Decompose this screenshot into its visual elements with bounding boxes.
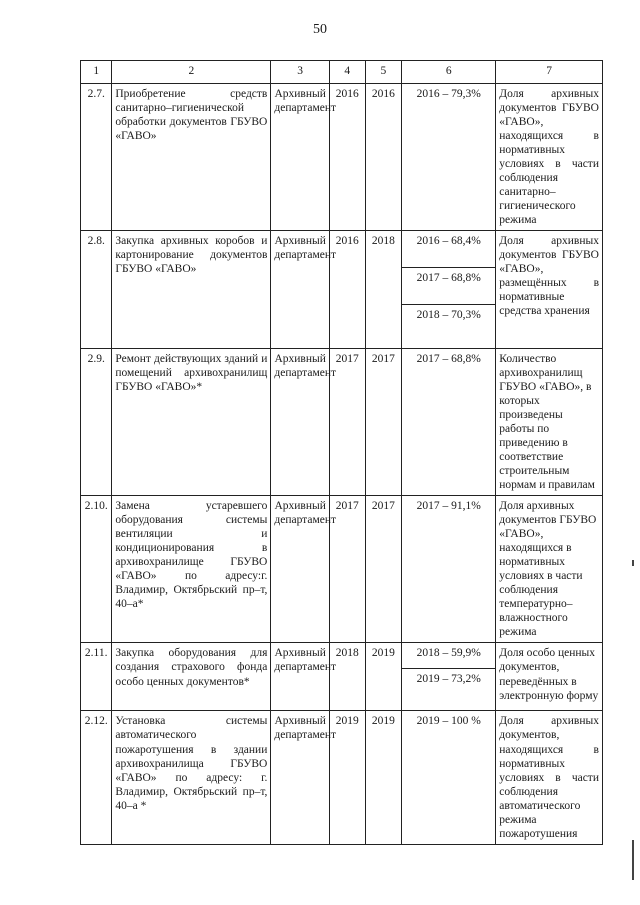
end-year: 2017 [365,496,402,643]
row-number: 2.10. [81,496,112,643]
row-number: 2.7. [81,84,112,231]
header-row [81,61,603,84]
indicator: Доля архивных документов, находящихся в нормативных условиях в части соблюдения автоматического режима пожаротушения [496,711,603,844]
row-number: 2.11. [81,643,112,711]
start-year: 2016 [329,231,365,349]
header-cell: 5 [365,61,402,84]
target-value: 2017 – 68,8% [402,349,496,496]
table-row [81,496,603,643]
row-number: 2.12. [81,711,112,844]
table-row [81,711,603,844]
target-value: 2016 – 79,3% [402,84,496,231]
activity-name: Закупка оборудования для создания страхового фонда особо ценных документов* [112,643,271,711]
activity-name: Приобретение средств санитарно–гигиенической обработки документов ГБУВО «ГАВО» [112,84,271,231]
header-cell: 3 [271,61,330,84]
executor: Архивный департамент [271,711,330,844]
activity-name: Закупка архивных коробов и картонирование документов ГБУВО «ГАВО» [112,231,271,349]
activity-name: Установка системы автоматического пожаротушения в здании архивохранилища ГБУВО «ГАВО» по адресу: г. Владимир, Октябрьский пр–т, 40–а * [112,711,271,844]
indicator: Доля особо ценных документов, переведённых в электронную форму [496,643,603,711]
indicator: Доля архивных документов ГБУВО «ГАВО», находящихся в нормативных условиях в части соблюдения санитарно–гигиенического режима [496,84,603,231]
page-number: 50 [313,22,327,37]
header-cell: 7 [496,61,603,84]
table-row [81,349,603,496]
indicator: Доля архивных документов ГБУВО «ГАВО», находящихся в нормативных условиях в части соблюдения температурно–влажностного режима [496,496,603,643]
start-year: 2019 [329,711,365,844]
activity-name: Замена устаревшего оборудования системы вентиляции и кондиционирования в архивохранилище ГБУВО «ГАВО» по адресу:г. Владимир, Октябрьский пр–т, 40–а* [112,496,271,643]
row-number: 2.8. [81,231,112,349]
header-cell: 2 [112,61,271,84]
row-number: 2.9. [81,349,112,496]
indicator: Доля архивных документов ГБУВО «ГАВО», размещённых в нормативные средства хранения [496,231,603,349]
program-table [80,60,603,845]
table-row [81,643,603,669]
target-value: 2019 – 73,2% [402,669,496,711]
end-year: 2019 [365,711,402,844]
scan-mark [632,840,634,880]
executor: Архивный департамент [271,643,330,711]
header-cell: 6 [402,61,496,84]
target-value: 2016 – 68,4% [402,231,496,268]
target-value: 2019 – 100 % [402,711,496,844]
start-year: 2017 [329,496,365,643]
activity-name: Ремонт действующих зданий и помещений архивохранилищ ГБУВО «ГАВО»* [112,349,271,496]
target-value: 2017 – 91,1% [402,496,496,643]
target-value: 2017 – 68,8% [402,268,496,305]
header-cell: 1 [81,61,112,84]
start-year: 2017 [329,349,365,496]
executor: Архивный департамент [271,349,330,496]
start-year: 2018 [329,643,365,711]
table-row [81,84,603,231]
target-value: 2018 – 59,9% [402,643,496,669]
start-year: 2016 [329,84,365,231]
end-year: 2017 [365,349,402,496]
executor: Архивный департамент [271,84,330,231]
header-cell: 4 [329,61,365,84]
executor: Архивный департамент [271,231,330,349]
target-value: 2018 – 70,3% [402,305,496,349]
executor: Архивный департамент [271,496,330,643]
end-year: 2016 [365,84,402,231]
table-row [81,231,603,268]
indicator: Количество архивохранилищ ГБУВО «ГАВО», в которых произведены работы по приведению в соответствие строительным нормам и правилам [496,349,603,496]
scan-mark [632,560,634,566]
end-year: 2018 [365,231,402,349]
end-year: 2019 [365,643,402,711]
